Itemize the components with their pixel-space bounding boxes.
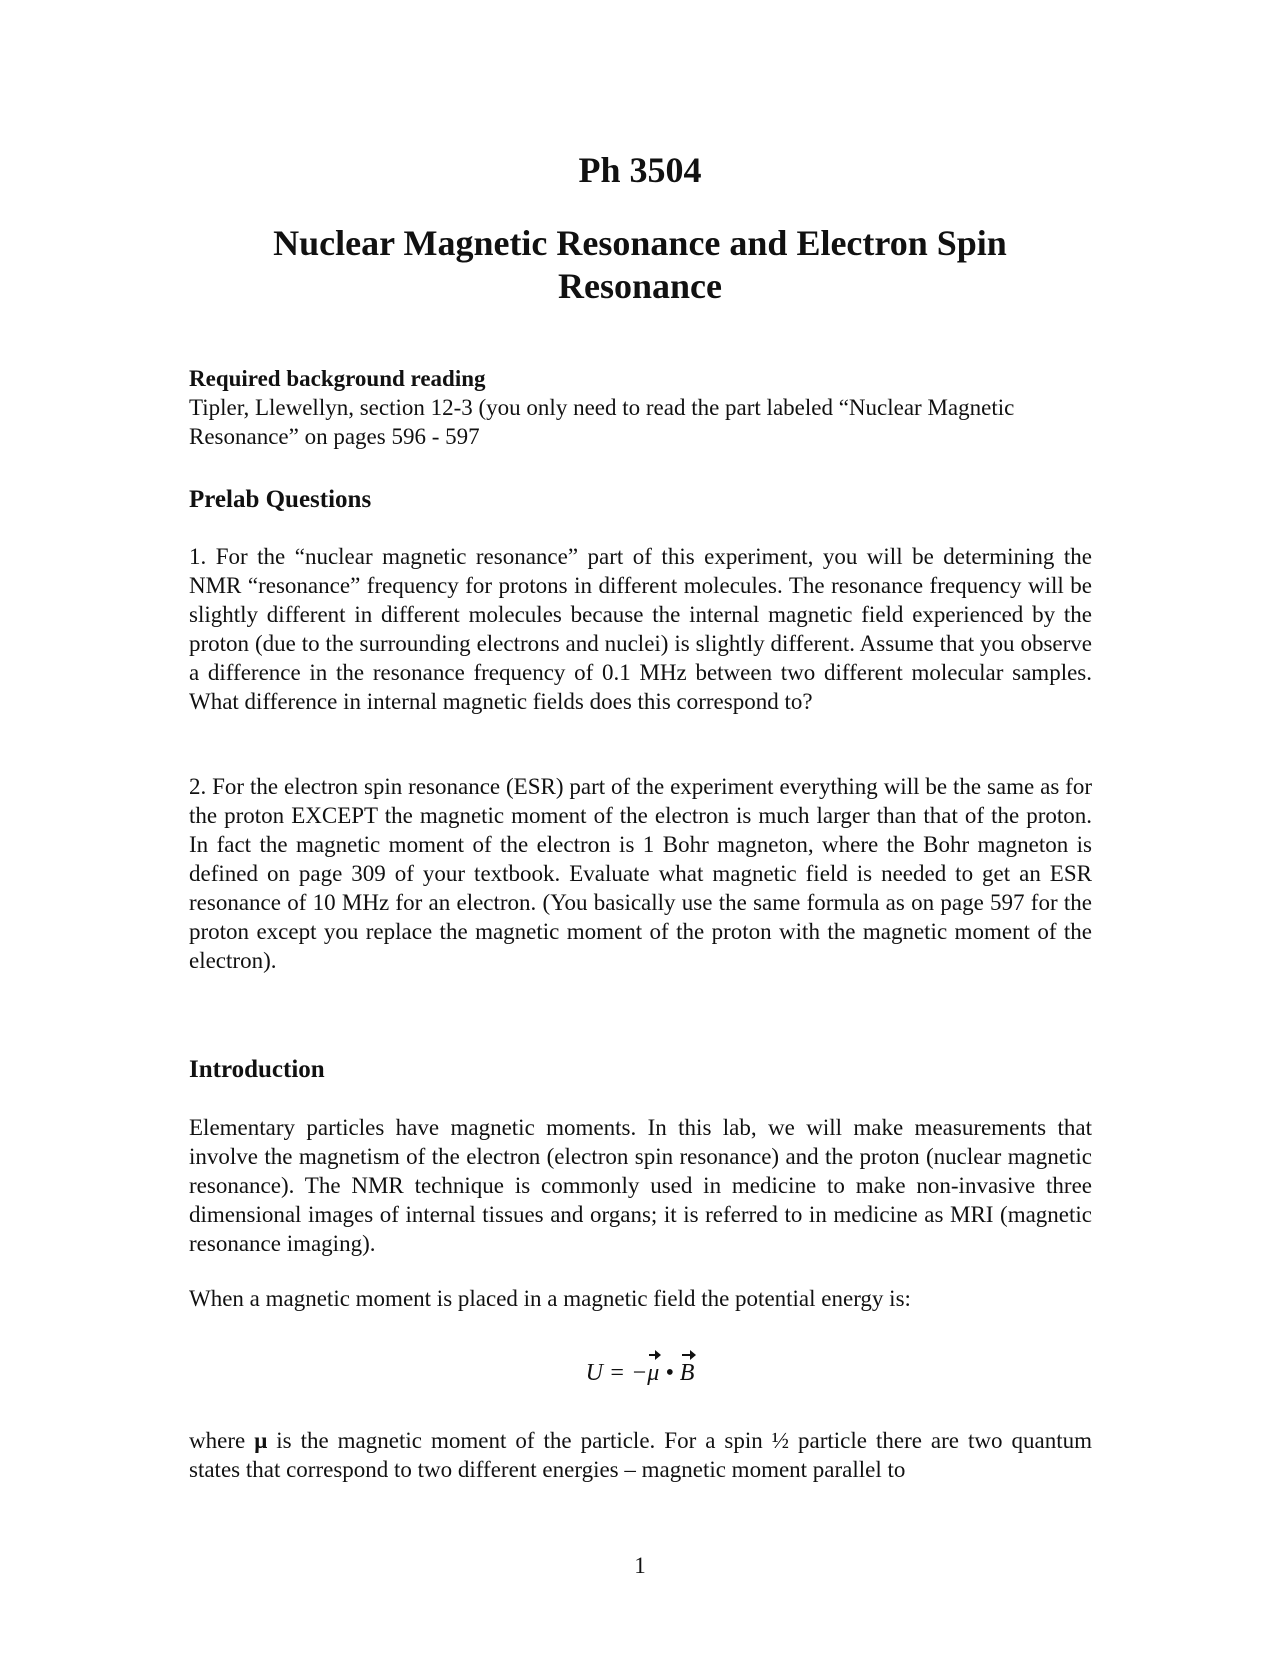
potential-energy-equation [0, 1358, 1280, 1388]
prelab-question-2-text: 2. For the electron spin resonance (ESR) part of the experiment everything will be the same as for the proton EXCEPT the magnetic moment of the electron is much larger than that of the proton. In fact the magnetic moment of the electron is 1 Bohr magneton, where the Bohr magneton is defined on page 309 of your textbook. Evaluate what magnetic field is needed to get an ESR resonance of 10 MHz for an electron. (You basically use the same formula as on page 597 for the proton except you replace the magnetic moment of the proton with the magnetic moment of the electron). [189, 774, 1092, 973]
equation-lhs: U = − [585, 1360, 648, 1386]
mu-symbol: μ [254, 1428, 268, 1453]
introduction-paragraph-2-text: When a magnetic moment is placed in a magnetic field the potential energy is: [189, 1286, 911, 1311]
prelab-question-1-text: 1. For the “nuclear magnetic resonance” part of this experiment, you will be determining the NMR “resonance” frequency for protons in different molecules. The resonance frequency will be slightly different in different molecules because the internal magnetic field experienced by the proton (due to the surrounding electrons and nuclei) is slightly different. Assume that you observe a difference in the resonance frequency of 0.1 MHz between two different molecular samples. What difference in internal magnetic fields does this correspond to? [189, 544, 1092, 714]
introduction-paragraph-3 [189, 1426, 1092, 1484]
introduction-paragraph-1-text: Elementary particles have magnetic moments. In this lab, we will make measurements that involve the magnetism of the electron (electron spin resonance) and the proton (nuclear magnetic resonance). The NMR technique is commonly used in medicine to make non-invasive three dimensional images of internal tissues and organs; it is referred to in medicine as MRI (magnetic resonance imaging). [189, 1115, 1092, 1256]
reading-section [189, 364, 1092, 451]
reading-heading: Required background reading [189, 366, 486, 391]
equation-mu-vector: μ [647, 1360, 660, 1386]
prelab-question-1 [189, 542, 1092, 716]
paragraph-3-start: where [189, 1428, 255, 1453]
introduction-paragraph-2 [189, 1284, 1092, 1313]
prelab-heading [189, 485, 1092, 514]
page-number: 1 [634, 1553, 646, 1578]
prelab-heading-text: Prelab Questions [189, 486, 372, 513]
equation-b-vector: B [679, 1360, 695, 1386]
document-title: Nuclear Magnetic Resonance and Electron Spin Resonance [273, 223, 1007, 306]
prelab-question-2 [189, 772, 1092, 975]
introduction-heading [189, 1055, 1092, 1084]
introduction-paragraph-1 [189, 1113, 1092, 1258]
equation-dot: • [659, 1360, 680, 1386]
introduction-paragraph-3-text [189, 1426, 1092, 1484]
introduction-heading-text: Introduction [189, 1056, 325, 1083]
reading-text: Tipler, Llewellyn, section 12-3 (you only need to read the part labeled “Nuclear Magnetic Resonance” on pages 596 - 597 [189, 395, 1015, 449]
course-number: Ph 3504 [578, 150, 702, 190]
paragraph-3-rest: is the magnetic moment of the particle. For a spin ½ particle there are two quantum states that correspond to two different energies – magnetic moment parallel to [189, 1428, 1092, 1482]
